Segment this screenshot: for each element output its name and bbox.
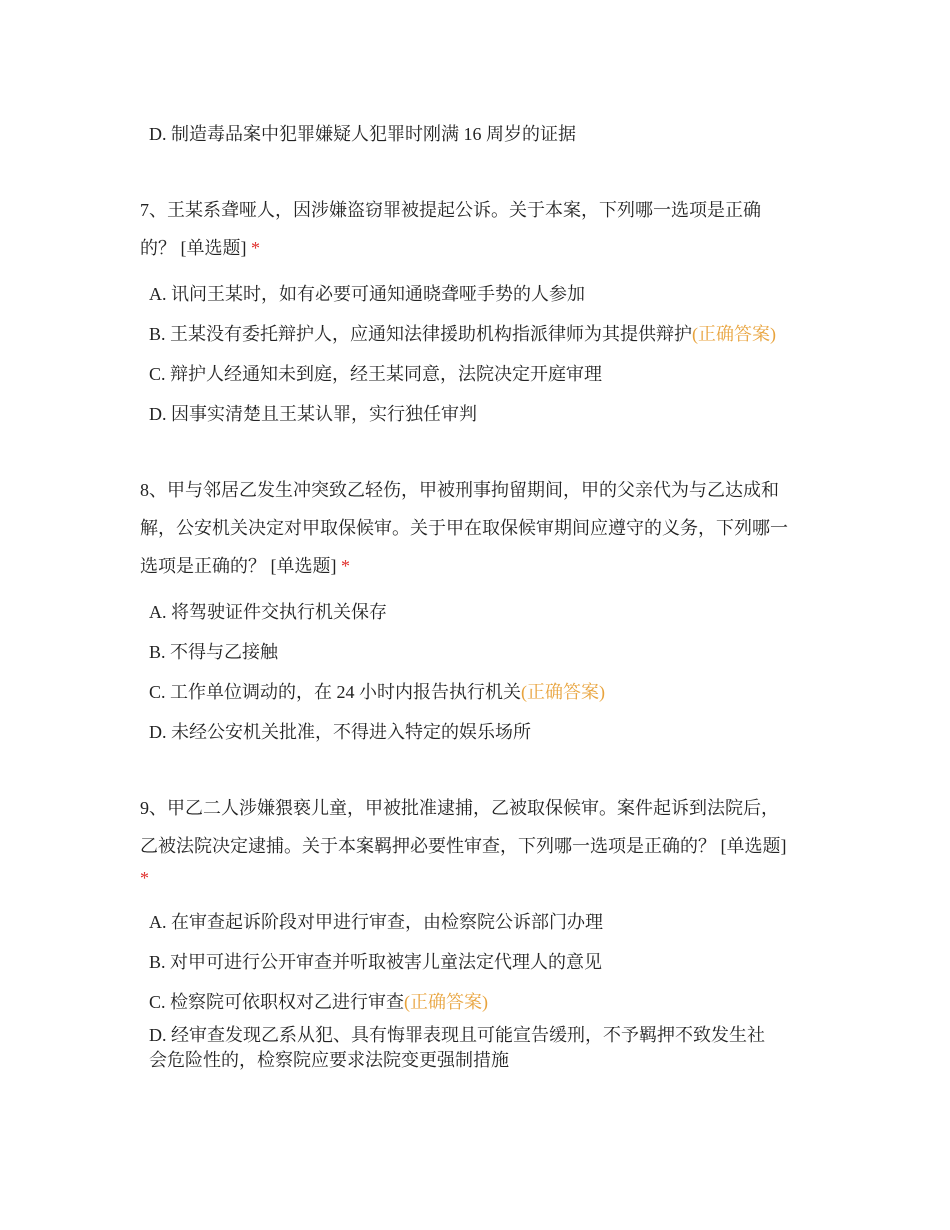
option-text: A. 将驾驶证件交执行机关保存 xyxy=(149,602,387,622)
q7-option-d xyxy=(149,403,477,425)
q9-option-d-line-2 xyxy=(149,1049,509,1071)
question-text: 7、王某系聋哑人，因涉嫌盗窃罪被提起公诉。关于本案，下列哪一选项是正确 xyxy=(140,200,761,220)
question-text: 9、甲乙二人涉嫌猥亵儿童，甲被批准逮捕，乙被取保候审。案件起诉到法院后， xyxy=(140,798,779,818)
q8-option-d xyxy=(149,721,531,743)
required-mark: * xyxy=(140,868,149,888)
q9-stem-line-3 xyxy=(140,867,149,889)
option-text: D. 制造毒品案中犯罪嫌疑人犯罪时刚满 16 周岁的证据 xyxy=(149,124,576,144)
question-text: 选项是正确的？ [单选题] xyxy=(140,556,337,576)
q9-stem-line-2 xyxy=(140,835,787,857)
option-text: C. 辩护人经通知未到庭，经王某同意，法院决定开庭审理 xyxy=(149,364,603,384)
correct-answer-mark: (正确答案) xyxy=(692,324,777,344)
question-text: 的？ [单选题] xyxy=(140,238,247,258)
q9-option-a xyxy=(149,911,603,933)
q9-stem-line-1 xyxy=(140,797,779,819)
correct-answer-mark: (正确答案) xyxy=(404,992,489,1012)
q8-option-a xyxy=(149,601,387,623)
q9-option-b xyxy=(149,951,602,973)
option-text: A. 在审查起诉阶段对甲进行审查，由检察院公诉部门办理 xyxy=(149,912,603,932)
q7-option-a xyxy=(149,283,585,305)
option-text: C. 工作单位调动的，在 24 小时内报告执行机关 xyxy=(149,682,522,702)
q9-option-c xyxy=(149,991,488,1013)
q7-stem-line-2 xyxy=(140,237,260,259)
option-text: C. 检察院可依职权对乙进行审查 xyxy=(149,992,405,1012)
q7-stem-line-1 xyxy=(140,199,761,221)
required-mark: * xyxy=(341,556,350,576)
option-text: D. 因事实清楚且王某认罪，实行独任审判 xyxy=(149,404,477,424)
correct-answer-mark: (正确答案) xyxy=(521,682,606,702)
q8-stem-line-2 xyxy=(140,517,788,539)
q7-option-b xyxy=(149,323,776,345)
q9-option-d-line-1 xyxy=(149,1024,765,1046)
q8-option-b xyxy=(149,641,278,663)
option-text: B. 对甲可进行公开审查并听取被害儿童法定代理人的意见 xyxy=(149,952,603,972)
option-text: D. 未经公安机关批准，不得进入特定的娱乐场所 xyxy=(149,722,531,742)
option-text: 会危险性的，检察院应要求法院变更强制措施 xyxy=(149,1050,509,1070)
option-text: B. 不得与乙接触 xyxy=(149,642,279,662)
option-text: B. 王某没有委托辩护人，应通知法律援助机构指派律师为其提供辩护 xyxy=(149,324,693,344)
q8-stem-line-1 xyxy=(140,479,779,501)
question-text: 解，公安机关决定对甲取保候审。关于甲在取保候审期间应遵守的义务，下列哪一 xyxy=(140,518,788,538)
q8-stem-line-3 xyxy=(140,555,350,577)
q7-option-c xyxy=(149,363,602,385)
question-text: 乙被法院决定逮捕。关于本案羁押必要性审查，下列哪一选项是正确的？ [单选题] xyxy=(140,836,787,856)
q8-option-c xyxy=(149,681,605,703)
option-text: A. 讯问王某时，如有必要可通知通晓聋哑手势的人参加 xyxy=(149,284,585,304)
question-text: 8、甲与邻居乙发生冲突致乙轻伤，甲被刑事拘留期间，甲的父亲代为与乙达成和 xyxy=(140,480,779,500)
required-mark: * xyxy=(251,238,260,258)
prev-question-option-d xyxy=(149,123,576,145)
option-text: D. 经审查发现乙系从犯、具有悔罪表现且可能宣告缓刑，不予羁押不致发生社 xyxy=(149,1025,765,1045)
